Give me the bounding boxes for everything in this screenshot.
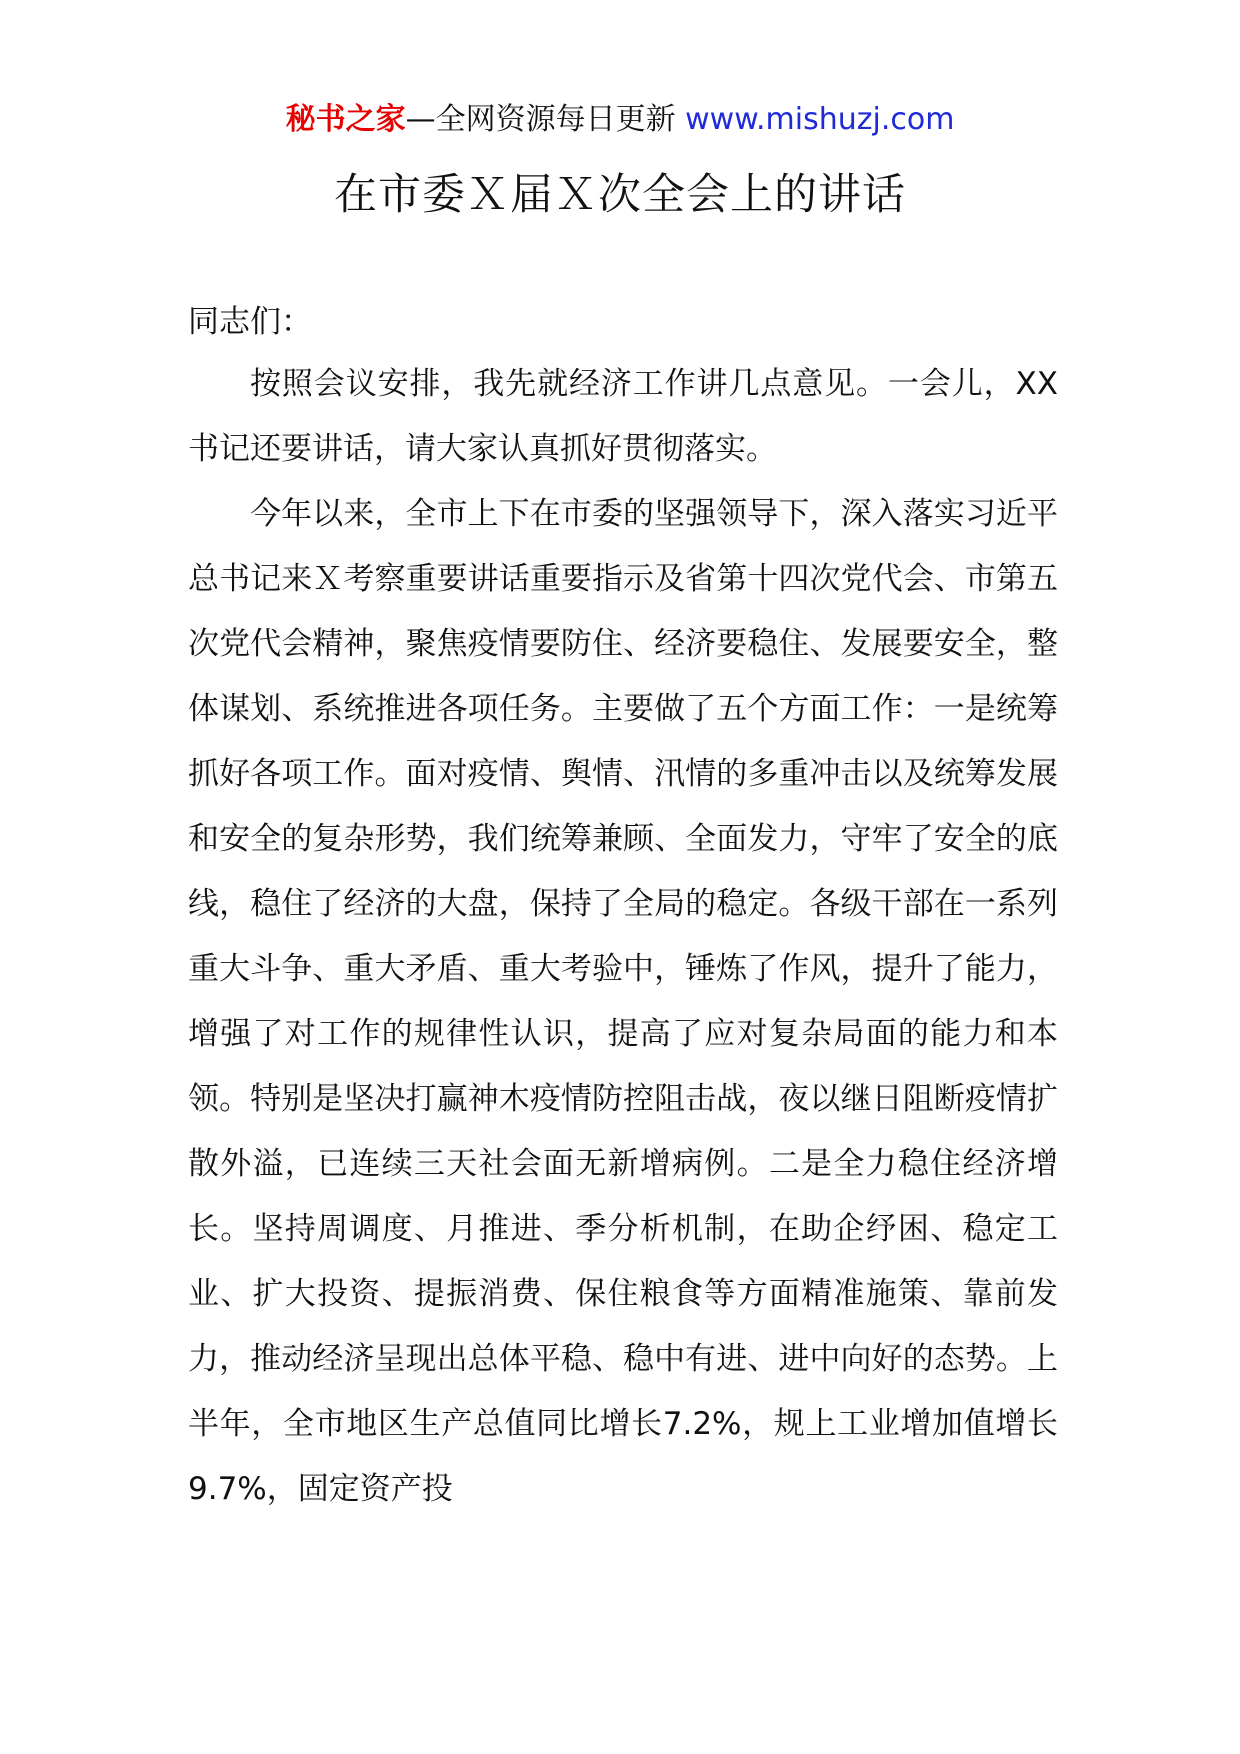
- paragraph-1: 按照会议安排，我先就经济工作讲几点意见。一会儿，XX书记还要讲话，请大家认真抓好贯彻落实。: [188, 366, 1058, 467]
- document-title: 在市委Ｘ届Ｘ次全会上的讲话: [334, 170, 906, 220]
- paragraph-2: 今年以来，全市上下在市委的坚强领导下，深入落实习近平总书记来Ｘ考察重要讲话重要指示及省第十四次党代会、市第五次党代会精神，聚焦疫情要防住、经济要稳住、发展要安全，整体谋划、系统推进各项任务。主要做了五个方面工作：一是统筹抓好各项工作。面对疫情、舆情、汛情的多重冲击以及统筹发展和安全的复杂形势，我们统筹兼顾、全面发力，守牢了安全的底线，稳住了经济的大盘，保持了全局的稳定。各级干部在一系列重大斗争、重大矛盾、重大考验中，锤炼了作风，提升了能力，增强了对工作的规律性认识，提高了应对复杂局面的能力和本领。特别是坚决打赢神木疫情防控阻击战，夜以继日阻断疫情扩散外溢，已连续三天社会面无新增病例。二是全力稳住经济增长。坚持周调度、月推进、季分析机制，在助企纾困、稳定工业、扩大投资、提振消费、保住粮食等方面精准施策、靠前发力，推动经济呈现出总体平稳、稳中有进、进中向好的态势。上半年，全市地区生产总值同比增长7.2%，规上工业增加值增长9.7%，固定资产投: [188, 496, 1058, 1507]
- brand-name: 秘书之家: [285, 102, 406, 137]
- site-header: [0, 100, 1240, 140]
- salutation: 同志们：: [188, 304, 312, 340]
- header-slogan: —全网资源每日更新: [405, 102, 676, 137]
- document-body: [188, 292, 1058, 1522]
- site-url-link[interactable]: www.mishuzj.com: [685, 102, 955, 137]
